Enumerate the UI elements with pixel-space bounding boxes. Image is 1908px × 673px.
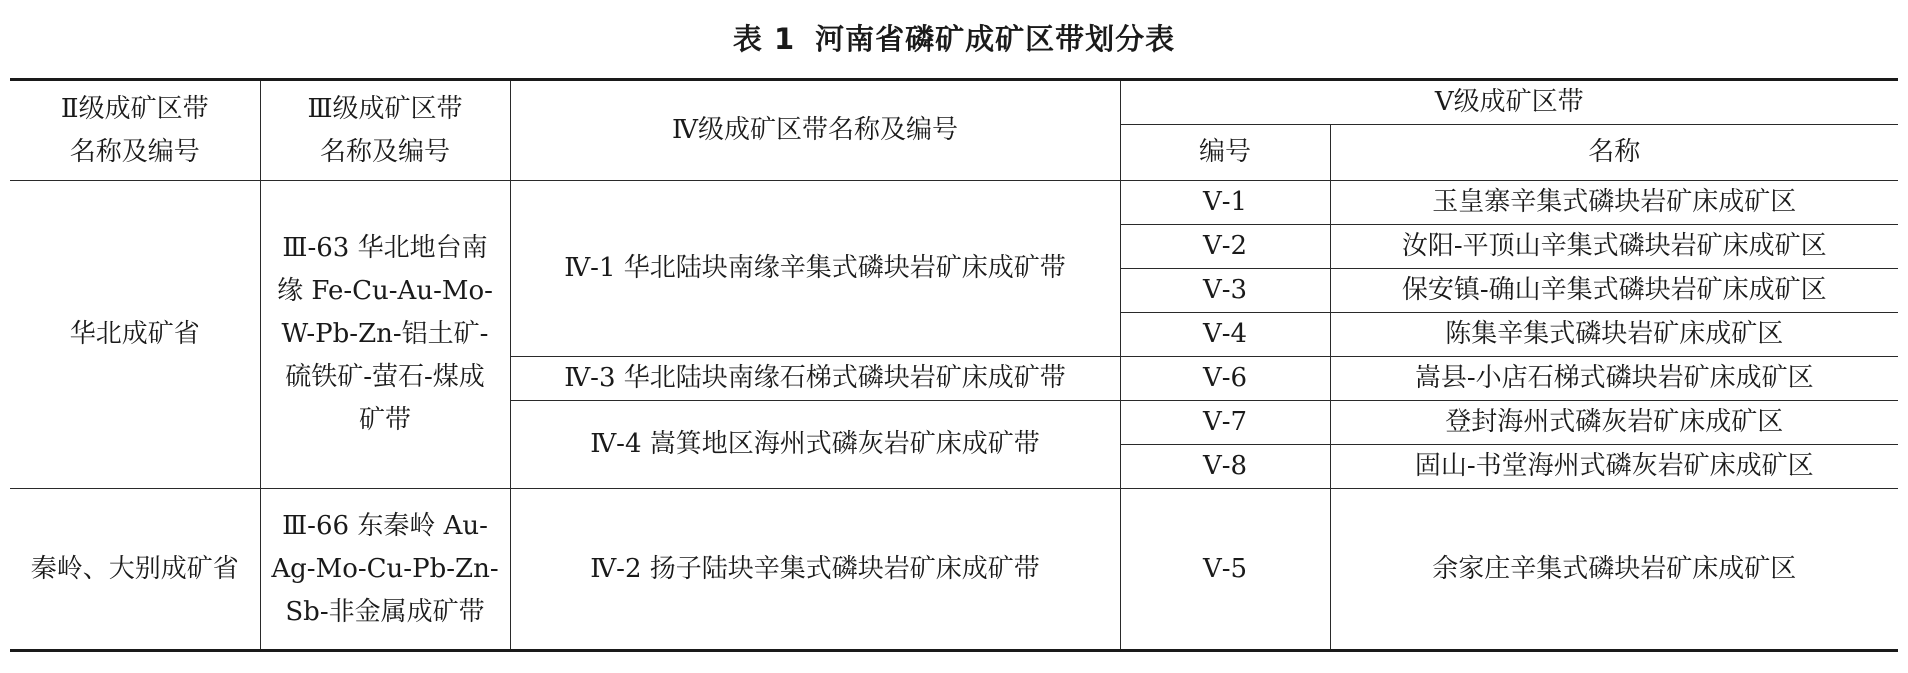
header-row — [10, 80, 1898, 125]
level5-name-cell: 玉皇寨辛集式磷块岩矿床成矿区 — [1330, 181, 1898, 225]
table-row — [10, 489, 1898, 651]
level5-code-cell: Ⅴ-2 — [1120, 225, 1330, 269]
level5-code-cell: Ⅴ-7 — [1120, 401, 1330, 445]
level5-code-cell: Ⅴ-3 — [1120, 269, 1330, 313]
header-level2-line: Ⅱ级成矿区带 — [60, 93, 209, 124]
header-level3-line: Ⅲ级成矿区带 — [307, 93, 463, 124]
level5-code-cell: Ⅴ-6 — [1120, 357, 1330, 401]
level3-line: 硫铁矿-萤石-煤成 — [285, 362, 485, 392]
level5-name-cell: 固山-书堂海州式磷灰岩矿床成矿区 — [1330, 445, 1898, 489]
level4-cell: Ⅳ-3 华北陆块南缘石梯式磷块岩矿床成矿带 — [510, 357, 1120, 401]
level5-name-cell: 保安镇-确山辛集式磷块岩矿床成矿区 — [1330, 269, 1898, 313]
level5-code-cell: Ⅴ-1 — [1120, 181, 1330, 225]
level5-code-cell: Ⅴ-5 — [1120, 489, 1330, 651]
level3-line: Ⅲ-66 东秦岭 Au- — [282, 510, 488, 541]
level2-cell: 华北成矿省 — [10, 181, 260, 489]
header-level2 — [10, 80, 260, 181]
table-row — [10, 181, 1898, 225]
header-level3-line: 名称及编号 — [319, 136, 450, 167]
header-level2-line: 名称及编号 — [69, 136, 200, 167]
level5-name-cell: 余家庄辛集式磷块岩矿床成矿区 — [1330, 489, 1898, 651]
level5-code-cell: Ⅴ-4 — [1120, 313, 1330, 357]
level3-line: 缘 Fe-Cu-Au-Mo- — [277, 276, 493, 306]
table-title-text: 河南省磷矿成矿区带划分表 — [815, 22, 1176, 56]
level5-code-cell: Ⅴ-8 — [1120, 445, 1330, 489]
level4-cell: Ⅳ-1 华北陆块南缘辛集式磷块岩矿床成矿带 — [510, 181, 1120, 357]
level2-cell: 秦岭、大别成矿省 — [10, 489, 260, 651]
level5-name-cell: 嵩县-小店石梯式磷块岩矿床成矿区 — [1330, 357, 1898, 401]
level3-cell — [260, 489, 510, 651]
level5-name-cell: 汝阳-平顶山辛集式磷块岩矿床成矿区 — [1330, 225, 1898, 269]
level5-name-cell: 登封海州式磷灰岩矿床成矿区 — [1330, 401, 1898, 445]
header-level5-name: 名称 — [1330, 125, 1898, 181]
level5-name-cell: 陈集辛集式磷块岩矿床成矿区 — [1330, 313, 1898, 357]
mineralization-zone-table — [10, 78, 1898, 652]
table-title — [0, 14, 1908, 64]
header-level4: Ⅳ级成矿区带名称及编号 — [510, 80, 1120, 181]
level3-line: Sb-非金属成矿带 — [285, 596, 485, 627]
header-level5-code: 编号 — [1120, 125, 1330, 181]
level4-cell: Ⅳ-4 嵩箕地区海州式磷灰岩矿床成矿带 — [510, 401, 1120, 489]
level3-line: W-Pb-Zn-铝土矿- — [281, 319, 489, 349]
level3-cell — [260, 181, 510, 489]
level3-line: Ⅲ-63 华北地台南 — [282, 233, 488, 263]
level3-line: Ag-Mo-Cu-Pb-Zn- — [271, 553, 499, 584]
table-number: 表 1 — [732, 22, 796, 56]
header-level5: Ⅴ级成矿区带 — [1120, 80, 1898, 125]
level3-line: 矿带 — [358, 405, 411, 435]
header-level3 — [260, 80, 510, 181]
level4-cell: Ⅳ-2 扬子陆块辛集式磷块岩矿床成矿带 — [510, 489, 1120, 651]
